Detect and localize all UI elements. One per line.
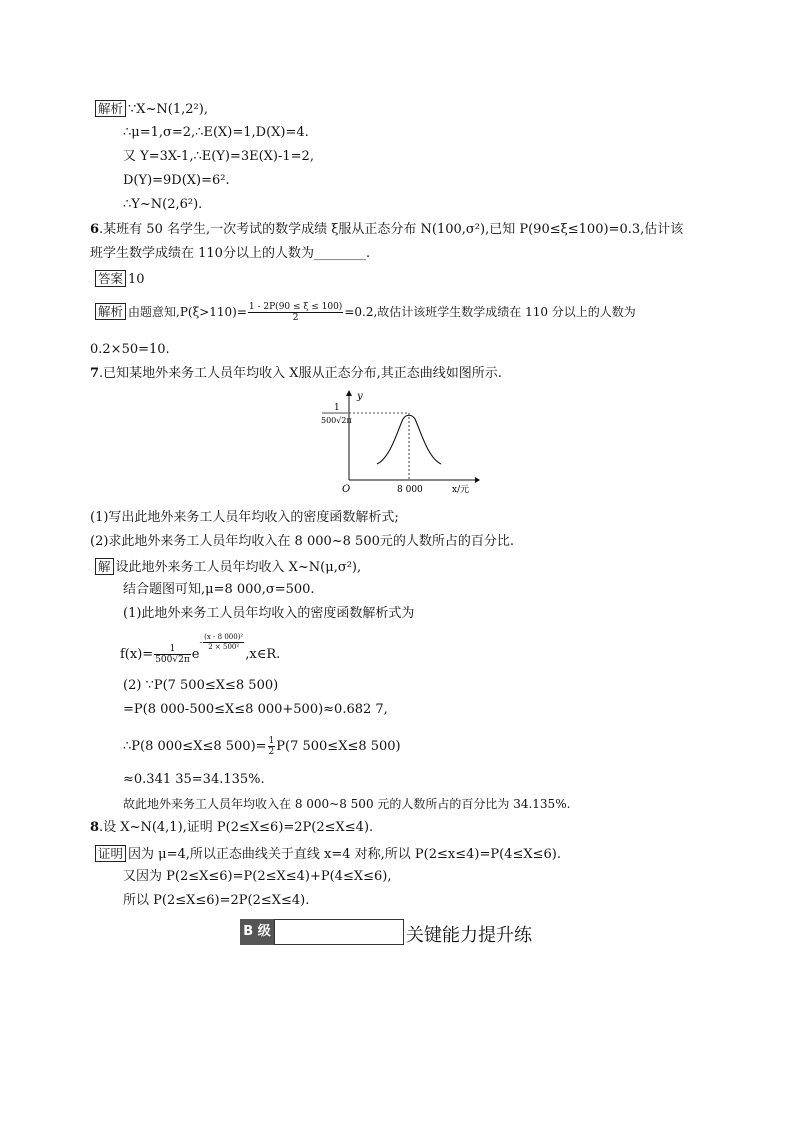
x-axis-arrow [475,477,480,483]
density-coeff-den: 500√2π [155,655,190,665]
q8-s1-text: 因为 μ=4,所以正态曲线关于直线 x=4 对称,所以 P(2≤x≤4)=P(4≤X≤6). [128,847,561,862]
sol5-line2: ∴μ=1,σ=2,∴E(X)=1,D(X)=4. [123,125,309,140]
q7-sol-line5: (2) ∵P(7 500≤X≤8 500) [123,678,279,693]
density-e: e [191,647,200,662]
q6-stem-line2 [90,246,370,262]
zhengming-tag: 证明 [95,845,126,862]
x-axis-label: x/元 [452,485,470,495]
density-coeff-num: 1 [154,644,191,655]
jie-tag: 解 [95,558,114,575]
q6-frac-den: 2 [292,313,299,323]
q6-l1-text: .某班有 50 名学生,一次考试的数学成绩 ξ服从正态分布 N(100,σ²),已知 P(90≤ξ≤100)=0.3,估计该 [99,222,684,237]
q7-part2: (2)求此地外来务工人员年均收入在 8 000~8 500元的人数所占的百分比. [90,534,515,549]
q7-sol-line2: 结合题图可知,μ=8 000,σ=500. [123,582,315,597]
density-exp-den: 2 × 500² [208,642,240,651]
q6-l2-text: 班学生数学成绩在 110分以上的人数为 [90,246,314,261]
q6-answer-value: 10 [128,272,145,287]
y-axis-label: y [357,391,363,402]
half-fraction [268,736,276,757]
q6-frac-num: 1 - 2P(90 ≤ ξ ≤ 100) [248,302,343,312]
density-exp-frac [203,633,244,652]
sol5-line1 [95,100,208,118]
density-coeff [154,644,191,665]
y-axis-arrow [346,390,352,396]
q8-stem-text: .设 X~N(4,1),证明 P(2≤X≤6)=2P(2≤X≤4). [99,820,374,835]
q7-sol-line8: ≈0.341 35=34.135%. [123,772,265,787]
x-tick-8000: 8 000 [397,485,423,495]
q6-solution-line1 [95,302,636,323]
peak-label-den: 500√2π [321,416,352,425]
q7-sol-line3: (1)此地外来务工人员年均收入的密度函数解析式为 [123,606,415,621]
q7-stem-text: .已知某地外来务工人员年均收入 X服从正态分布,其正态曲线如图所示. [99,366,502,381]
q6-number: 6 [90,222,100,237]
half-num: 1 [268,736,275,746]
half-den: 2 [268,747,275,757]
q6-blank: ________. [313,246,371,261]
density-exponent [199,633,245,652]
density-f: f(x)= [120,647,154,662]
q6-sol-post: =0.2,故估计该班学生数学成绩在 110 分以上的人数为 [344,305,636,319]
sol5-line5: ∴Y~N(2,6²). [123,197,203,212]
q7-stem [90,366,502,382]
q7-s7-pre: ∴P(8 000≤X≤8 500)= [123,739,267,754]
density-exp-num: (x - 8 000)² [204,632,244,641]
origin-label: O [342,484,351,495]
jiexi-tag: 解析 [95,303,126,320]
level-badge: B 级 [240,919,274,945]
sol5-line3: 又 Y=3X-1,∴E(Y)=3E(X)-1=2, [123,149,314,164]
q7-sol-line9: 故此地外来务工人员年均收入在 8 000~8 500 元的人数所占的百分比为 34.135%. [123,797,571,811]
sol5-l1-text: ∵X~N(1,2²), [128,102,208,117]
q6-sol-pre: 由题意知,P(ξ>110)= [128,305,247,319]
q6-answer [95,270,145,288]
daan-tag: 答案 [95,270,126,287]
q7-s1-text: 设此地外来务工人员年均收入 X~N(μ,σ²), [115,560,362,575]
q7-sol-line6: =P(8 000-500≤X≤8 000+500)≈0.682 7, [123,702,388,717]
q7-part1: (1)写出此地外来务工人员年均收入的密度函数解析式; [90,510,399,525]
jiexi-tag: 解析 [95,100,126,117]
normal-curve-figure [315,388,480,496]
q7-number: 7 [90,366,100,381]
sol5-line4: D(Y)=9D(X)=6². [123,173,230,188]
section-title: 关键能力提升练 [406,925,532,946]
density-domain: ,x∈R. [245,647,281,662]
q8-proof-line2: 又因为 P(2≤X≤6)=P(2≤X≤4)+P(4≤X≤6), [123,869,392,884]
q8-proof-line1 [95,845,561,863]
q8-proof-line3: 所以 P(2≤X≤6)=2P(2≤X≤4). [123,893,310,908]
q6-solution-line2: 0.2×50=10. [90,342,170,357]
peak-label-num: 1 [334,403,340,413]
q6-fraction [248,302,343,323]
q7-sol-line1 [95,558,361,576]
q7-sol-density [120,632,281,666]
q8-stem [90,820,373,836]
q8-number: 8 [90,820,100,835]
q7-s7-post: P(7 500≤X≤8 500) [276,739,401,754]
banner-box [274,919,404,945]
q6-stem-line1 [90,222,683,238]
density-exp-minus: - [199,637,203,646]
q7-sol-line7 [123,736,401,757]
